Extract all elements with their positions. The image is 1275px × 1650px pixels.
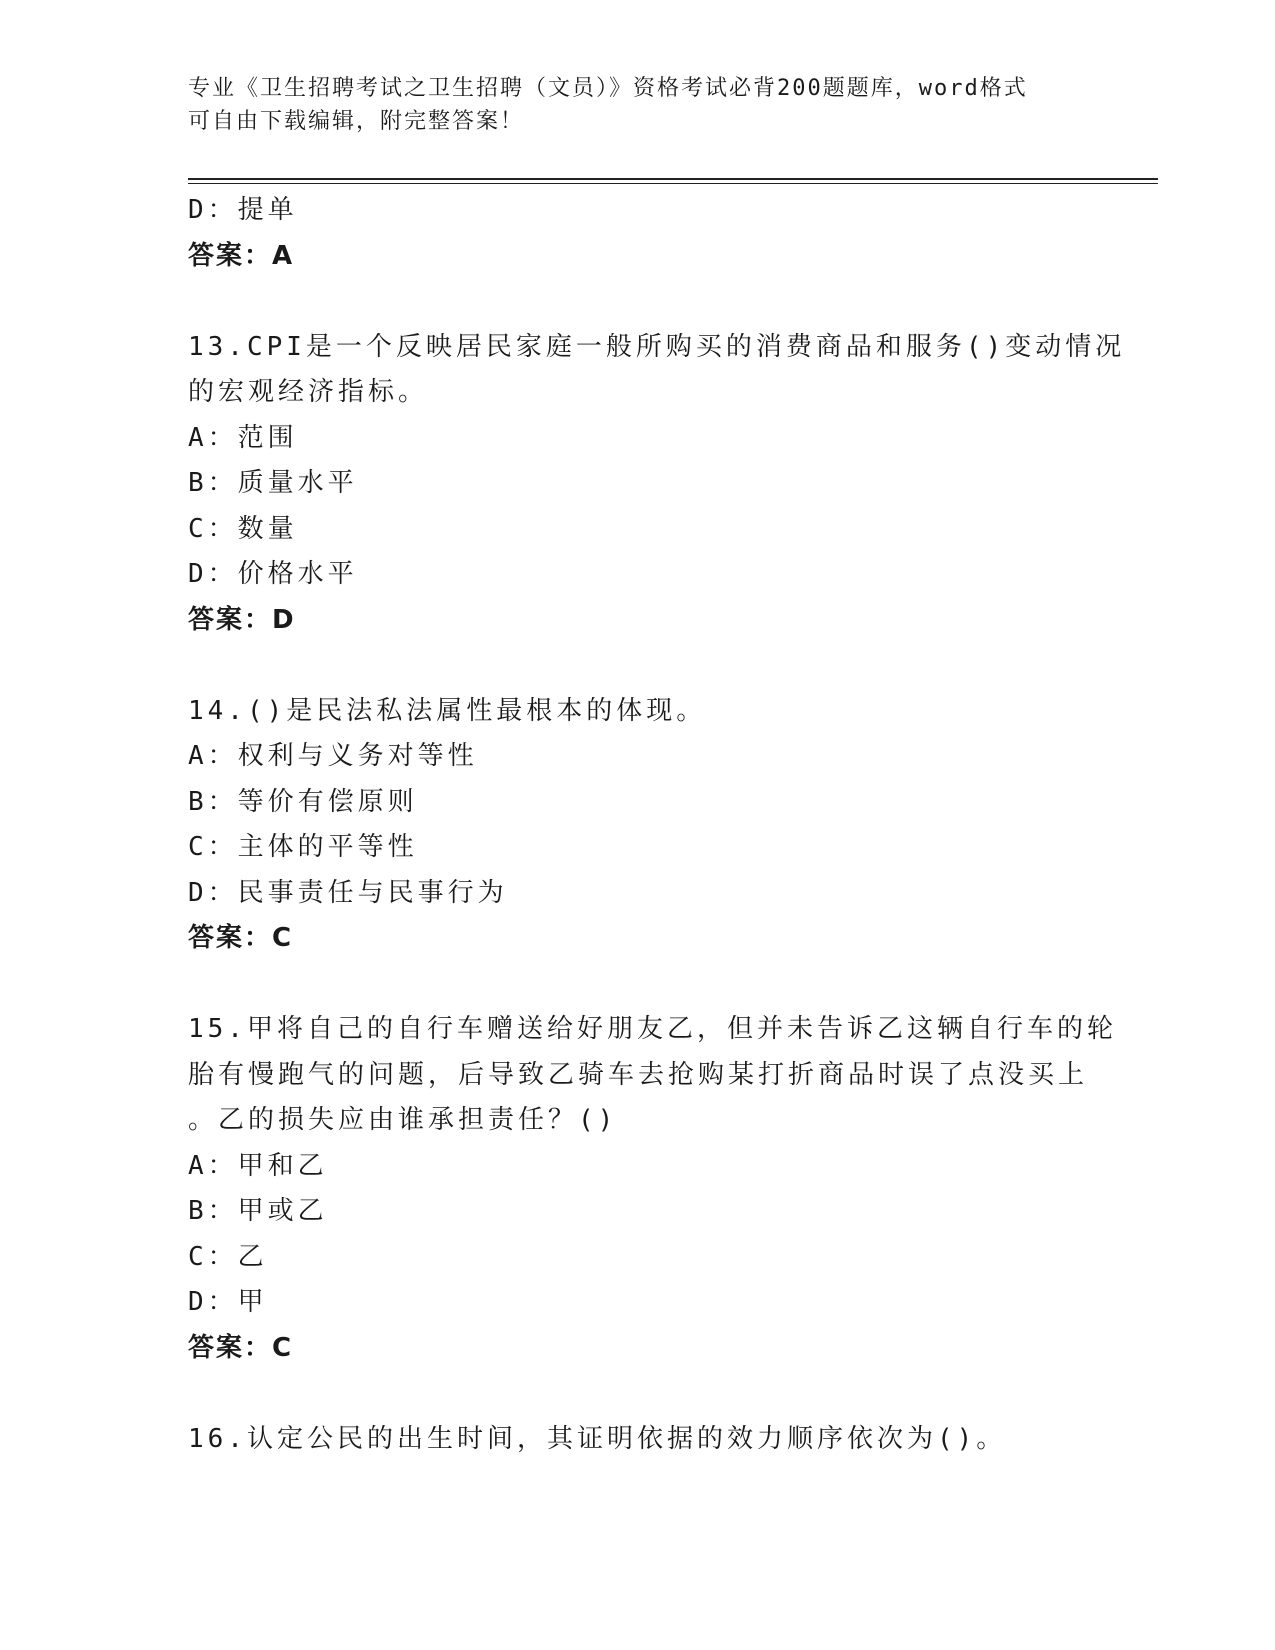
header-line-2: 可自由下载编辑，附完整答案！ <box>188 109 525 134</box>
question-13 <box>188 325 1126 644</box>
answer-label: 答案：A <box>188 240 295 271</box>
question-text-line: 16.认定公民的出生时间，其证明依据的效力顺序依次为()。 <box>188 1423 1007 1454</box>
option-d: D：价格水平 <box>188 559 358 589</box>
question-15 <box>188 1007 1117 1371</box>
header-line-1: 专业《卫生招聘考试之卫生招聘（文员）》资格考试必背200题题库，word格式 <box>188 76 1028 101</box>
spacer <box>188 643 1088 689</box>
option-c: C：数量 <box>188 513 298 544</box>
option-d: D：提单 <box>188 195 298 225</box>
answer-label: 答案：D <box>188 604 296 635</box>
question-list <box>188 188 1126 1462</box>
option-d: D：民事责任与民事行为 <box>188 877 508 908</box>
document-header <box>188 72 1068 138</box>
header-divider-thick <box>188 178 1158 180</box>
question-text-line: 14.()是民法私法属性最根本的体现。 <box>188 695 707 726</box>
spacer <box>188 279 1088 325</box>
option-c: C：乙 <box>188 1241 268 1272</box>
option-b: B：甲或乙 <box>188 1196 328 1226</box>
answer-label: 答案：C <box>188 1332 294 1363</box>
question-text-line: 的宏观经济指标。 <box>188 377 429 407</box>
option-a: A：权利与义务对等性 <box>188 741 478 771</box>
question-text-line: 。乙的损失应由谁承担责任？() <box>188 1105 618 1135</box>
question-text-line: 15.甲将自己的自行车赠送给好朋友乙，但并未告诉乙这辆自行车的轮 <box>188 1014 1117 1044</box>
spacer <box>188 1371 1088 1417</box>
question-14 <box>188 689 1088 962</box>
question-16 <box>188 1417 1088 1463</box>
spacer <box>188 962 1088 1008</box>
question-text-line: 13.CPI是一个反映居民家庭一般所购买的消费商品和服务()变动情况 <box>188 331 1126 362</box>
option-b: B：等价有偿原则 <box>188 786 418 817</box>
option-a: A：范围 <box>188 422 298 453</box>
option-c: C：主体的平等性 <box>188 832 418 862</box>
option-d: D：甲 <box>188 1287 268 1317</box>
option-b: B：质量水平 <box>188 468 358 498</box>
header-divider-thin <box>188 183 1158 184</box>
option-a: A：甲和乙 <box>188 1150 328 1181</box>
answer-label: 答案：C <box>188 923 294 953</box>
question-text-line: 胎有慢跑气的问题，后导致乙骑车去抢购某打折商品时误了点没买上 <box>188 1059 1089 1090</box>
question-12-tail <box>188 188 1088 279</box>
